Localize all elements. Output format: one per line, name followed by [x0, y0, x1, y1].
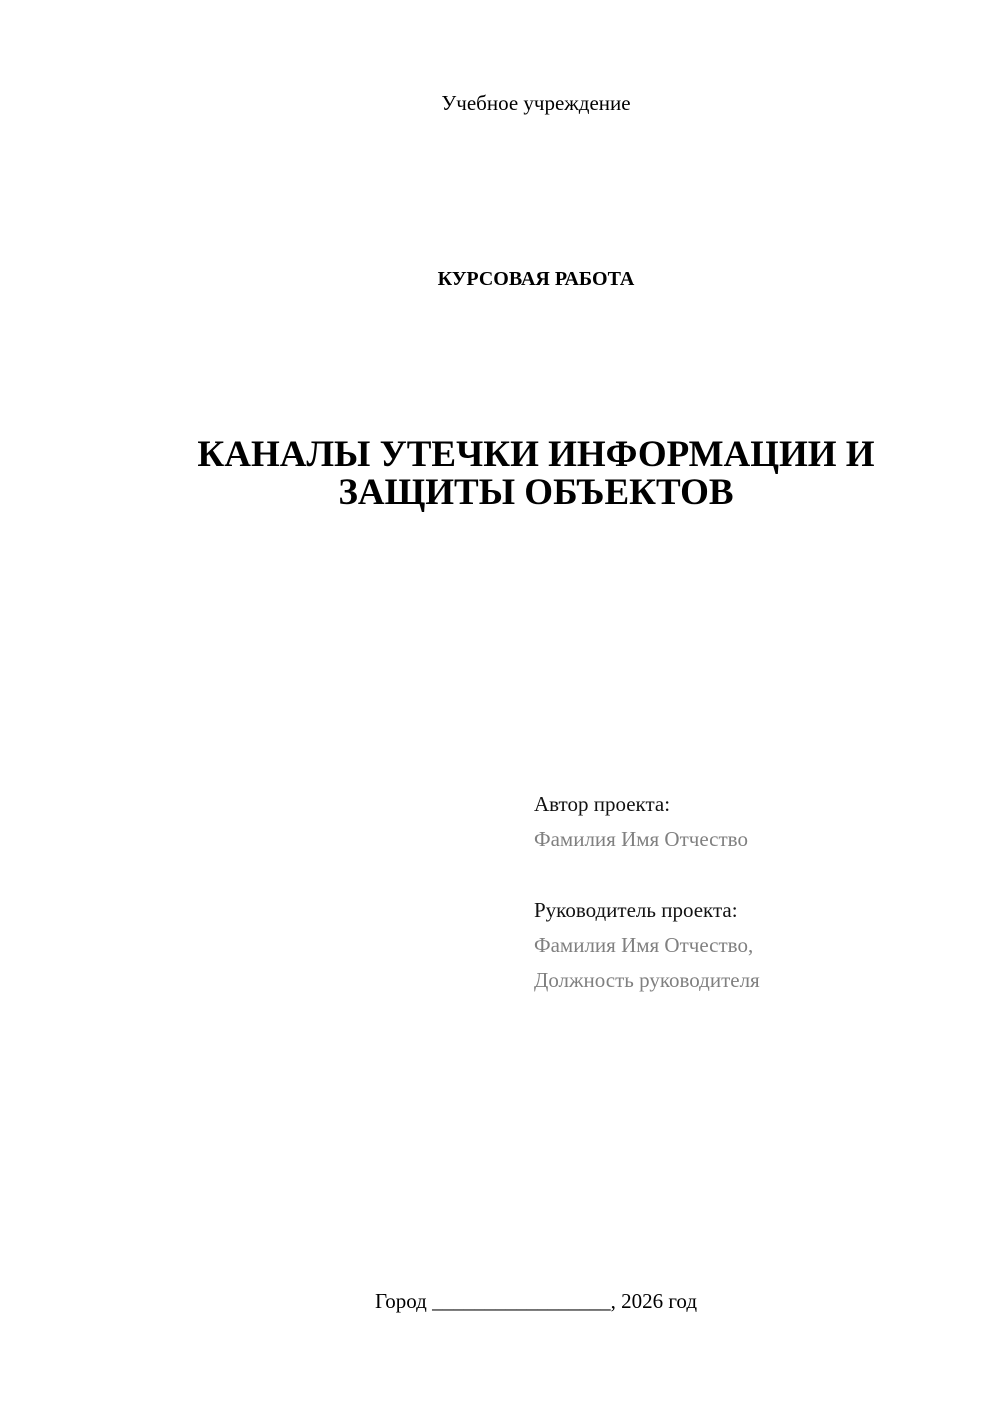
author-label: Автор проекта:: [534, 792, 671, 816]
document-title: [0, 436, 1000, 512]
supervisor-position: Должность руководителя: [534, 968, 760, 992]
footer-city-year: [0, 1289, 1000, 1314]
title-line-2: ЗАЩИТЫ ОБЪЕКТОВ: [338, 472, 734, 513]
supervisor-block: [534, 893, 760, 998]
author-block: [534, 787, 748, 857]
author-name: Фамилия Имя Отчество: [534, 827, 748, 851]
supervisor-name: Фамилия Имя Отчество,: [534, 933, 754, 957]
institution-name: Учебное учреждение: [441, 91, 631, 115]
footer-year: , 2026 год: [610, 1289, 698, 1313]
document-type: КУРСОВАЯ РАБОТА: [437, 268, 635, 290]
title-line-1: КАНАЛЫ УТЕЧКИ ИНФОРМАЦИИ И: [197, 434, 875, 475]
footer-city: Город: [374, 1289, 427, 1313]
footer-city-blank: _________________: [432, 1289, 611, 1313]
supervisor-label: Руководитель проекта:: [534, 898, 738, 922]
